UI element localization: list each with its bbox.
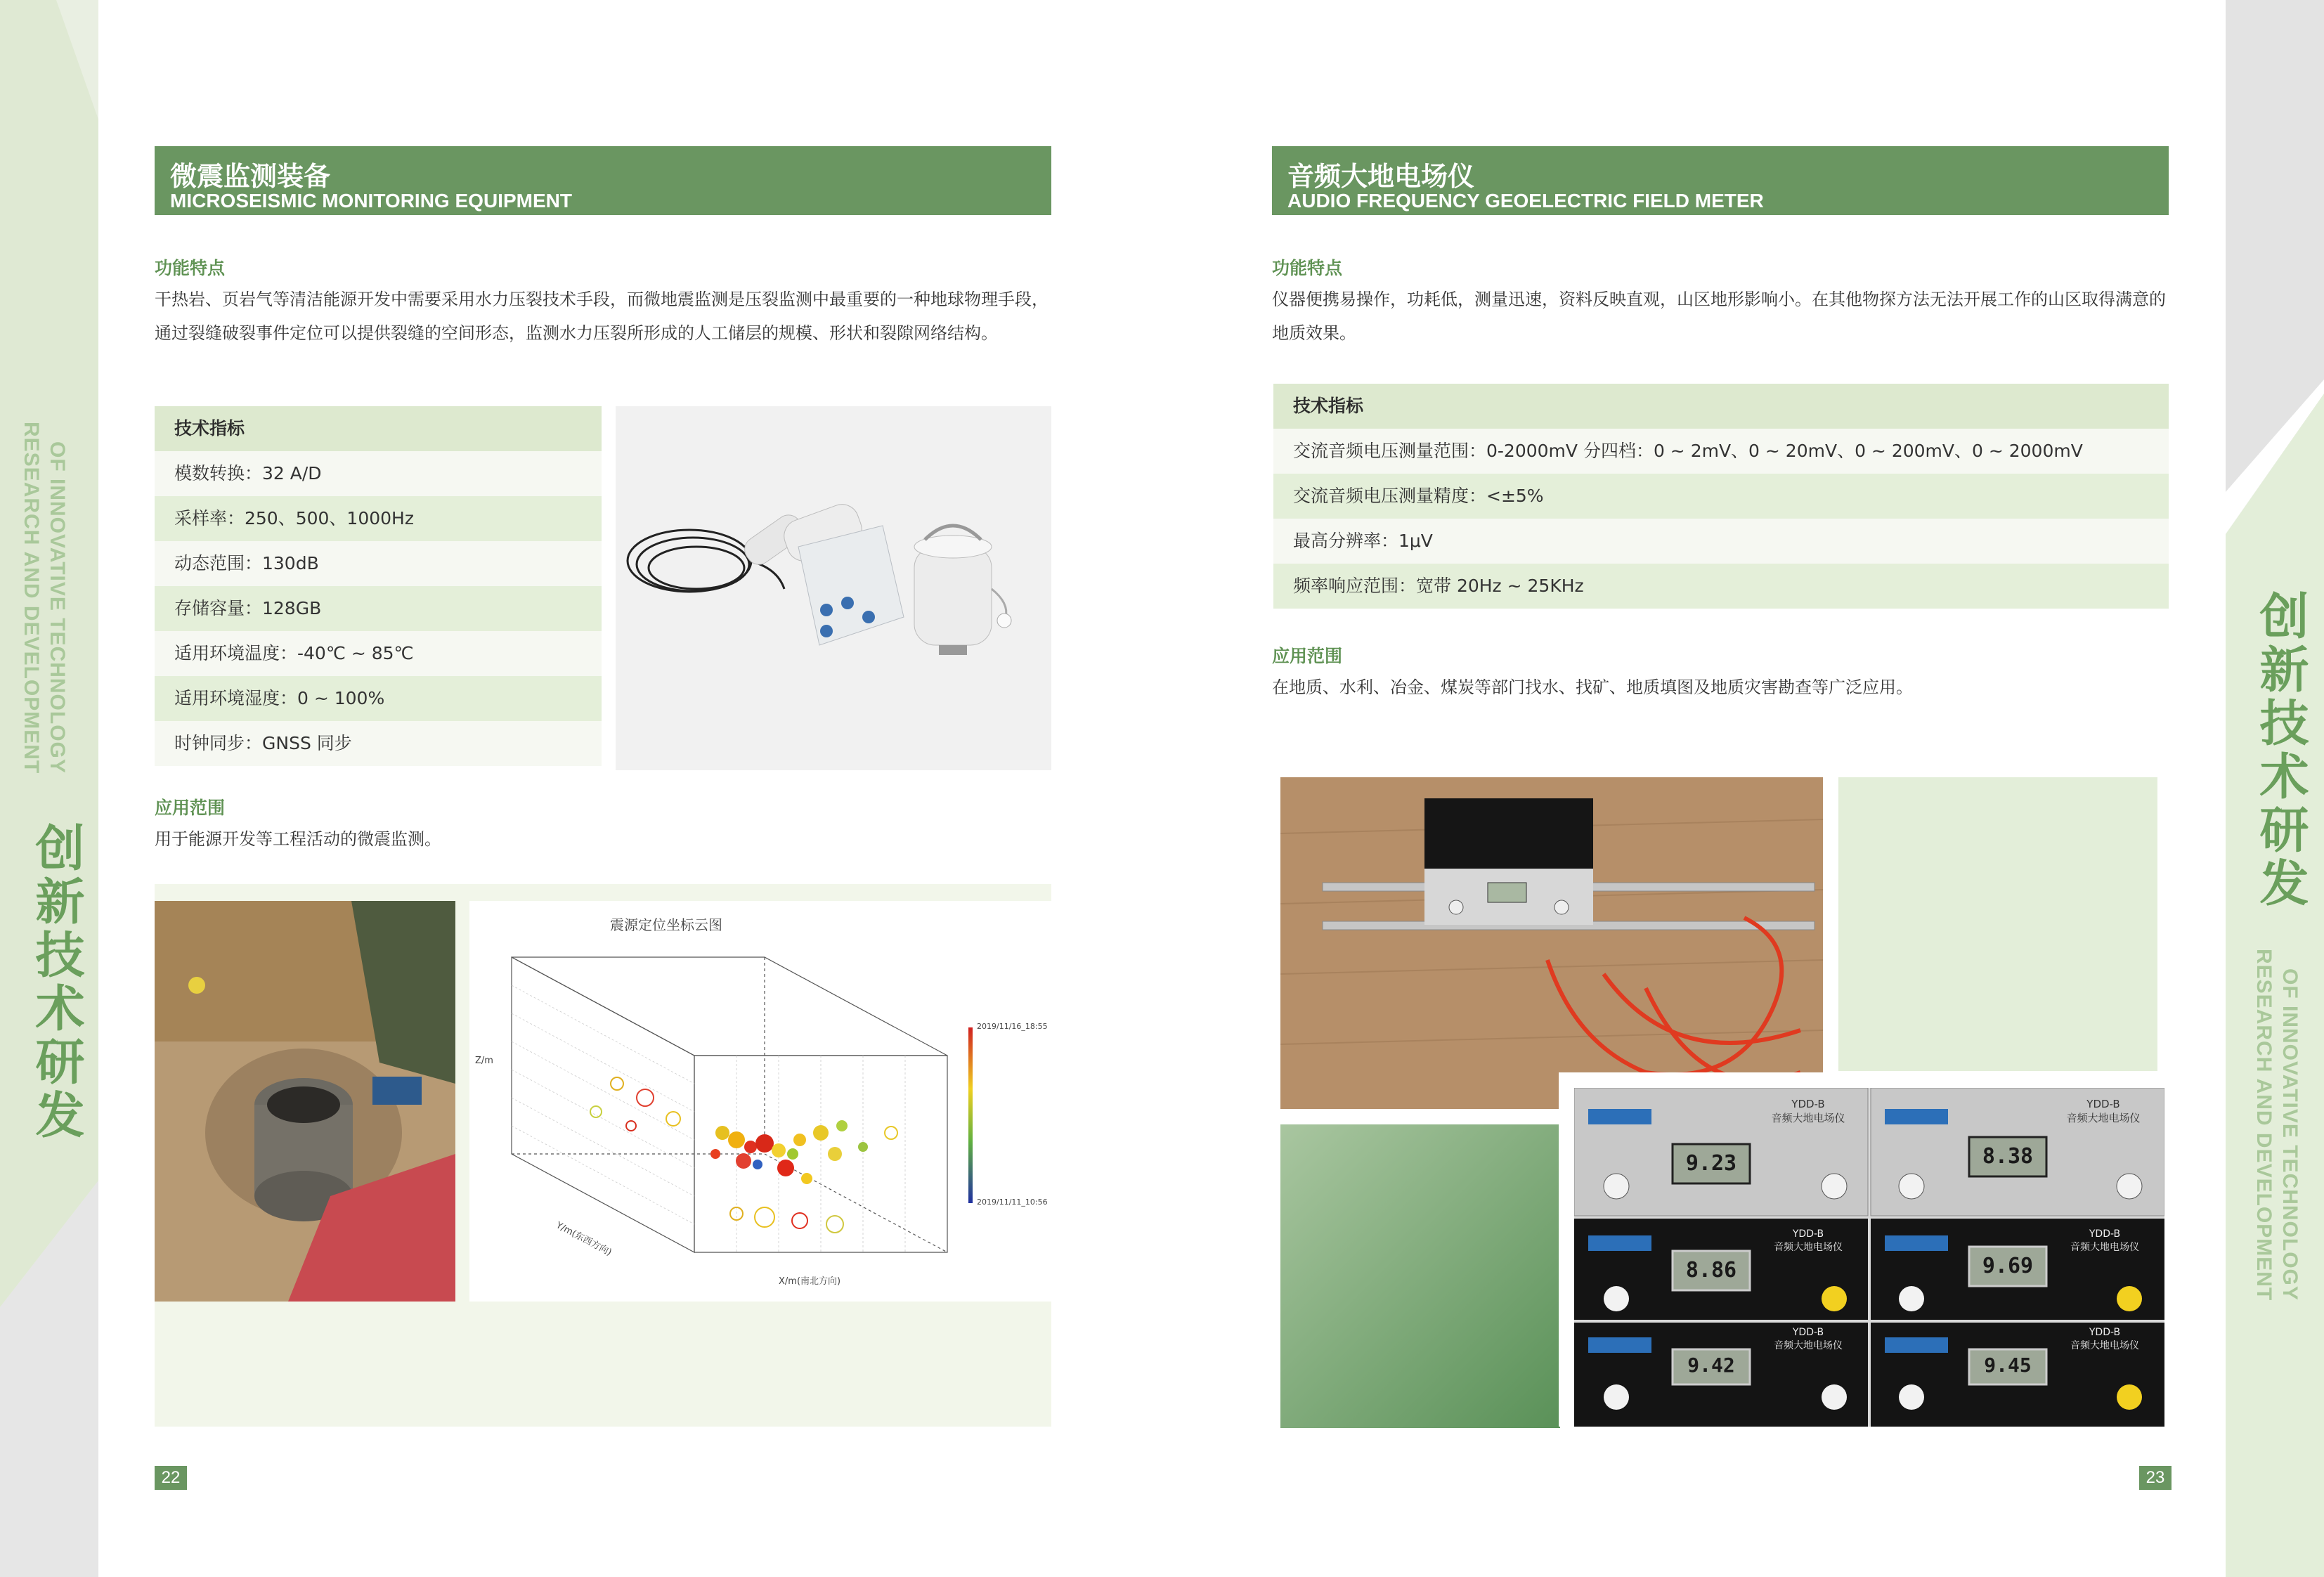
left-header-cn: 微震监测装备 [170, 161, 331, 192]
meter-model-name: 音频大地电场仪 [2070, 1340, 2139, 1351]
left-spec-row: 模数转换：32 A/D [155, 451, 602, 496]
meter-model-label [1770, 1327, 1847, 1352]
right-spec-row: 频率响应范围：宽带 20Hz ~ 25KHz [1273, 564, 2169, 609]
right-side-en-title [2252, 949, 2301, 1304]
left-spec-row: 采样率：250、500、1000Hz [155, 496, 602, 541]
left-features-text: 干热岩、页岩气等清洁能源开发中需要采用水力压裂技术手段，而微地震监测是压裂监测中最重要的一种地球物理手段，通过裂缝破裂事件定位可以提供裂缝的空间形态，监测水力压裂所形成的人工储层的规模、形状和裂隙网络结构。 [155, 290, 1049, 343]
meter-model-name: 音频大地电场仪 [1774, 1340, 1843, 1351]
right-spec-title: 技术指标 [1273, 384, 2169, 429]
right-side-cn-title: 创新技术研发 [2252, 590, 2309, 911]
meter-model-name: 音频大地电场仪 [1774, 1242, 1843, 1253]
left-app-label: 应用范围 [155, 798, 226, 818]
meter-model-label [1770, 1228, 1847, 1254]
meter-model-label [2065, 1098, 2142, 1125]
right-header-en: AUDIO FREQUENCY GEOELECTRIC FIELD METER [1287, 190, 1764, 212]
left-spec-row: 适用环境湿度：0 ~ 100% [155, 676, 602, 721]
microseismic-device-photo [616, 406, 1051, 770]
meter-model-name: 音频大地电场仪 [2070, 1242, 2139, 1253]
meter-model-code: YDD-B [2089, 1228, 2121, 1240]
right-section-header [1272, 146, 2169, 215]
meter-model-code: YDD-B [1792, 1327, 1824, 1338]
meter-reading: 9.69 [1982, 1254, 2034, 1278]
side-en-line1: RESEARCH AND DEVELOPMENT [20, 422, 43, 774]
left-side-diagonal-decoration [0, 0, 105, 1577]
right-decor-block [1838, 777, 2157, 1071]
chart-y-axis-label: Y/m(东西方向) [554, 1220, 614, 1259]
meter-reading: 9.45 [1984, 1354, 2032, 1377]
left-spec-row: 动态范围：130dB [155, 541, 602, 586]
left-side-cn-title: 创新技术研发 [27, 822, 85, 1143]
colorbar-top-label: 2019/11/16_18:55 [977, 1022, 1048, 1031]
right-green-gradient-block [1280, 1124, 1560, 1428]
meter-model-label [2066, 1228, 2143, 1254]
hypocenter-3d-chart [469, 901, 1051, 1302]
left-spec-row: 适用环境温度：-40℃ ~ 85℃ [155, 631, 602, 676]
device-illustration [616, 406, 1051, 770]
right-features-text: 仪器便携易操作，功耗低，测量迅速，资料反映直观，山区地形影响小。在其他物探方法无法开展工作的山区取得满意的地质效果。 [1272, 290, 2166, 343]
device-on-floor-illustration [1280, 777, 1823, 1109]
right-spec-row: 交流音频电压测量精度：<±5% [1273, 474, 2169, 519]
right-spec-table [1273, 384, 2169, 609]
meter-array-illustration [1574, 1088, 2164, 1427]
left-spec-title: 技术指标 [155, 406, 602, 451]
side-en-line2-right: OF INNOVATIVE TECHNOLOGY [2278, 968, 2302, 1302]
right-features-label: 功能特点 [1272, 258, 1343, 278]
right-header-cn: 音频大地电场仪 [1287, 161, 1475, 192]
right-spec-row: 最高分辨率：1μV [1273, 519, 2169, 564]
meter-model-code: YDD-B [1792, 1228, 1824, 1240]
chart-x-axis-label: X/m(南北方向) [779, 1276, 841, 1287]
side-en-line1-right: RESEARCH AND DEVELOPMENT [2252, 949, 2276, 1302]
meter-reading: 9.23 [1685, 1151, 1737, 1176]
left-page-number: 22 [155, 1466, 187, 1490]
meter-model-name: 音频大地电场仪 [1771, 1112, 1845, 1124]
left-header-en: MICROSEISMIC MONITORING EQUIPMENT [170, 190, 572, 212]
left-spec-row: 存储容量：128GB [155, 586, 602, 631]
meter-model-code: YDD-B [1791, 1098, 1825, 1110]
chart-z-axis-label: Z/m [475, 1056, 493, 1066]
left-spec-table [155, 406, 602, 766]
right-spec-row: 交流音频电压测量范围：0-2000mV 分四档：0 ~ 2mV、0 ~ 20mV、0 ~ 200mV、0 ~ 2000mV [1273, 429, 2169, 474]
meter-reading: 8.86 [1685, 1258, 1737, 1283]
meter-model-name: 音频大地电场仪 [2066, 1112, 2141, 1124]
chart-svg [469, 901, 1051, 1302]
right-page-number: 23 [2139, 1466, 2172, 1490]
left-section-header [155, 146, 1051, 215]
colorbar-bottom-label: 2019/11/11_10:56 [977, 1198, 1048, 1207]
field-installation-photo [155, 901, 455, 1302]
chart-title: 震源定位坐标云图 [610, 916, 722, 933]
meter-model-code: YDD-B [2089, 1327, 2121, 1338]
left-spec-row: 时钟同步：GNSS 同步 [155, 721, 602, 766]
meter-reading: 9.42 [1687, 1354, 1735, 1377]
meter-model-label [1770, 1098, 1847, 1125]
meter-reading: 8.38 [1982, 1144, 2034, 1169]
left-app-text: 用于能源开发等工程活动的微震监测。 [155, 829, 441, 849]
field-photo-illustration [155, 901, 455, 1302]
side-en-line2: OF INNOVATIVE TECHNOLOGY [46, 441, 70, 774]
meter-array-photo [1559, 1072, 2164, 1427]
event-cloud [590, 1077, 897, 1233]
colorbar [968, 1027, 973, 1203]
meter-model-code: YDD-B [2086, 1098, 2120, 1110]
meter-model-label [2066, 1327, 2143, 1352]
geoelectric-device-photo [1280, 777, 1823, 1109]
right-app-label: 应用范围 [1272, 646, 1343, 666]
left-features-label: 功能特点 [155, 258, 226, 278]
right-app-text: 在地质、水利、冶金、煤炭等部门找水、找矿、地质填图及地质灾害勘查等广泛应用。 [1272, 677, 1913, 697]
left-side-en-title [20, 422, 68, 777]
